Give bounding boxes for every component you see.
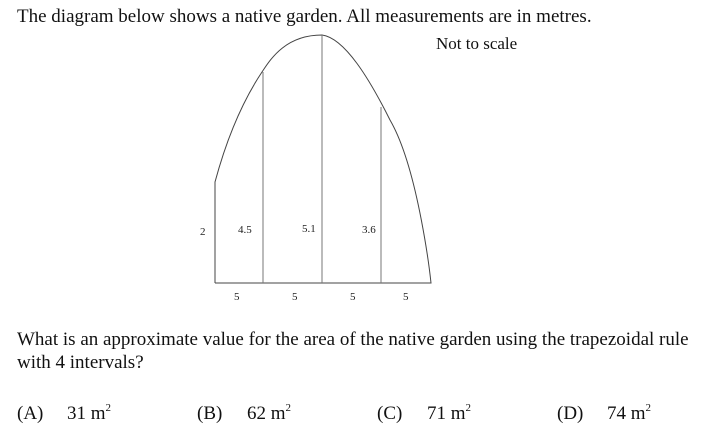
option-a-exponent: 2 (105, 402, 112, 414)
option-b[interactable] (197, 402, 291, 425)
option-d-label: (D) (557, 403, 584, 424)
intro-text: The diagram below shows a native garden. All measurements are in metres. (17, 6, 592, 27)
height-label-2: 5.1 (302, 223, 316, 235)
option-b-value: 62 m (247, 403, 286, 424)
scale-note: Not to scale (436, 34, 518, 53)
width-label-4: 5 (403, 291, 409, 303)
width-label-3: 5 (350, 291, 356, 303)
option-c-label: (C) (377, 403, 403, 424)
option-b-label: (B) (197, 403, 223, 424)
left-height-label: 2 (200, 226, 206, 238)
option-c[interactable] (377, 402, 471, 425)
width-label-2: 5 (292, 291, 298, 303)
option-c-value: 71 m (427, 403, 466, 424)
garden-boundary (215, 35, 431, 283)
option-b-exponent: 2 (285, 402, 292, 414)
option-c-exponent: 2 (465, 402, 472, 414)
width-label-1: 5 (234, 291, 240, 303)
option-d-exponent: 2 (645, 402, 652, 414)
height-label-1: 4.5 (238, 224, 252, 236)
option-d-value: 74 m (607, 403, 646, 424)
answer-options (17, 402, 707, 428)
height-label-3: 3.6 (362, 224, 376, 236)
option-a-value: 31 m (67, 403, 106, 424)
option-d[interactable] (557, 402, 651, 425)
option-a[interactable] (17, 402, 111, 425)
question-text: What is an approximate value for the area of the native garden using the trapezoidal rule with 4 intervals? (17, 329, 689, 373)
option-a-label: (A) (17, 403, 44, 424)
